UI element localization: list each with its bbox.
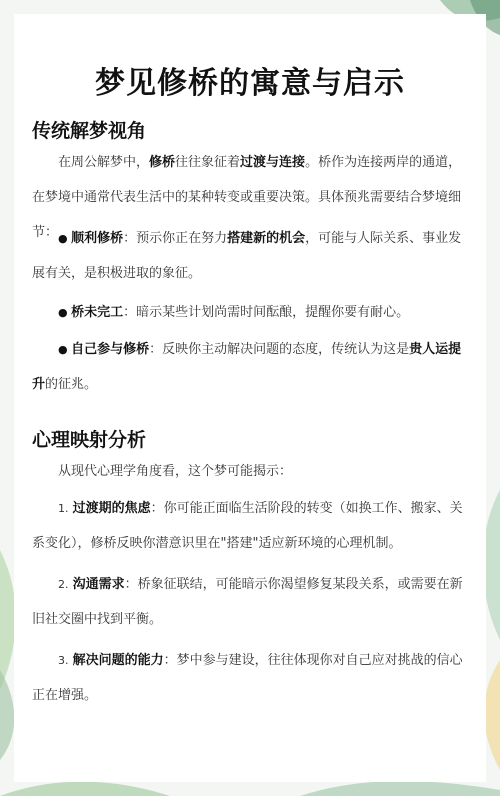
text-segment: ，可能与人际关系、事业发展有关，是积极进取的象征。 [32,231,462,281]
text-segment: ：你可能正面临生活阶段的转变（如换工作、搬家、关系变化），修桥反映你潜意识里在"搭建"适应新环境的心理机制。 [32,501,463,551]
emphasis-text: 修桥 [149,155,176,170]
bullet-label: 自己参与修桥 [71,342,150,357]
emphasis-text: 搭建新的机会 [227,231,306,246]
section-heading-traditional: 传统解梦视角 [32,120,147,142]
item-label: 沟通需求 [72,577,125,592]
item-number: 2. [58,578,69,591]
text-segment: ：暗示某些计划尚需时间酝酿，提醒你要有耐心。 [123,305,410,320]
numbered-item [32,491,472,561]
numbered-item [32,567,472,637]
numbered-item [32,643,472,713]
section-heading-psychology: 心理映射分析 [32,429,147,451]
emphasis-text: 贵人运提升 [32,342,462,392]
article-card [14,14,486,782]
text-segment: 在周公解梦中， [58,155,150,170]
item-label: 解决问题的能力 [72,653,164,668]
text-segment: 。桥作为连接两岸的通道，在梦境中通常代表生活中的某种转变或重要决策。具体预兆需要结合梦境细节： [32,155,462,240]
bullet-item [32,332,472,402]
bullet-label: 顺利修桥 [71,231,124,246]
item-label: 过渡期的焦虑 [72,501,151,516]
text-segment: 的征兆。 [45,377,98,392]
item-number: 3. [58,654,69,667]
bullet-item [32,295,472,330]
page-title: 梦见修桥的寓意与启示 [95,66,405,101]
emphasis-text: 过渡与连接 [240,155,306,170]
text-segment: ：梦中参与建设，往往体现你对自己应对挑战的信心正在增强。 [32,653,463,703]
text-segment: ：预示你正在努力 [123,231,228,246]
paragraph-psychology-intro: 从现代心理学角度看，这个梦可能揭示： [58,464,293,479]
text-segment: ：桥象征联结，可能暗示你渴望修复某段关系，或需要在新旧社交圈中找到平衡。 [32,577,463,627]
bullet-label: 桥未完工 [71,305,124,320]
bullet-item [32,221,472,291]
text-segment: ：反映你主动解决问题的态度，传统认为这是 [149,342,410,357]
item-number: 1. [58,502,69,515]
text-segment: 往往象征着 [175,155,241,170]
